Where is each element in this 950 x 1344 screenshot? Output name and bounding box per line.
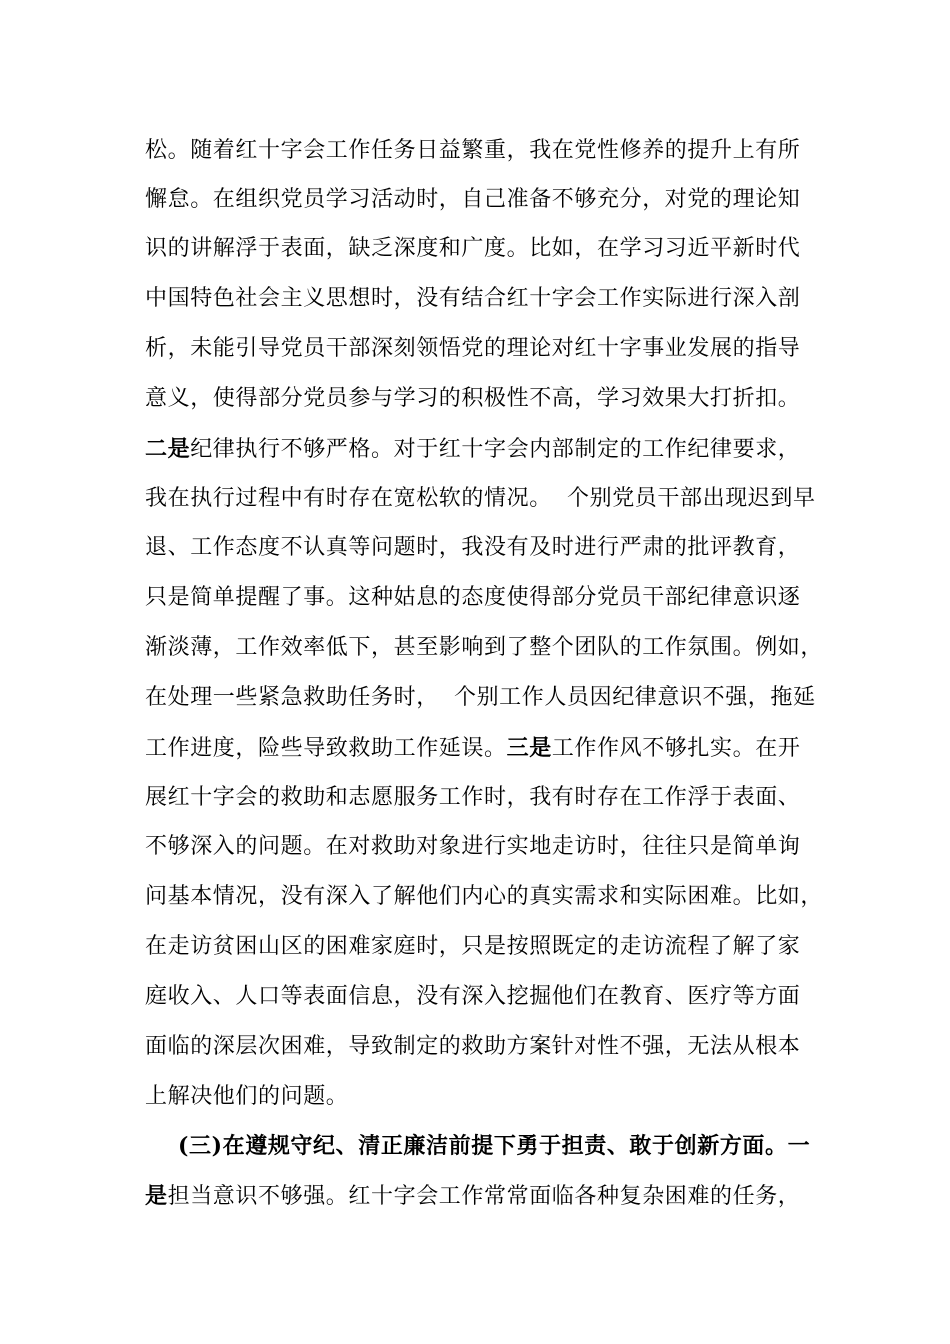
- text-line: 渐淡薄，工作效率低下，甚至影响到了整个团队的工作氛围。例如，: [145, 635, 824, 660]
- section-heading-line: [178, 1131, 810, 1161]
- text-line: 庭收入、人口等表面信息，没有深入挖掘他们在教育、医疗等方面: [145, 984, 801, 1009]
- text-line: 析，未能引导党员干部深刻领悟党的理论对红十字事业发展的指导: [145, 336, 801, 361]
- text-line: 退、工作态度不认真等问题时，我没有及时进行严肃的批评教育，: [145, 535, 801, 560]
- text-line: 展红十字会的救助和志愿服务工作时，我有时存在工作浮于表面、: [145, 785, 801, 810]
- text-line: 面临的深层次困难，导致制定的救助方案针对性不强，无法从根本: [145, 1034, 801, 1059]
- text-line: 上解决他们的问题。: [145, 1084, 349, 1109]
- text-line: 在处理一些紧急救助任务时， 个别工作人员因纪律意识不强，拖延: [145, 685, 816, 710]
- text-line: 识的讲解浮于表面，缺乏深度和广度。比如，在学习习近平新时代: [145, 236, 801, 261]
- text-line: 是担当意识不够强。红十字会工作常常面临各种复杂困难的任务，: [145, 1183, 801, 1209]
- text-line: 工作进度，险些导致救助工作延误。三是工作作风不够扎实。在开: [145, 735, 801, 761]
- text-line: 松。随着红十字会工作任务日益繁重，我在党性修养的提升上有所: [145, 138, 801, 163]
- text-line: 在走访贫困山区的困难家庭时，只是按照既定的走访流程了解了家: [145, 934, 801, 959]
- bold-run: 是: [145, 1183, 168, 1209]
- text-line: 不够深入的问题。在对救助对象进行实地走访时，往往只是简单询: [145, 834, 801, 859]
- text-line: 意义，使得部分党员参与学习的积极性不高，学习效果大打折扣。: [145, 386, 801, 411]
- text-line: 二是纪律执行不够严格。对于红十字会内部制定的工作纪律要求，: [145, 436, 801, 462]
- text-line: 只是简单提醒了事。这种姑息的态度使得部分党员干部纪律意识逐: [145, 585, 801, 610]
- text-line: 我在执行过程中有时存在宽松软的情况。 个别党员干部出现迟到早: [145, 486, 816, 511]
- text-line: 懈怠。在组织党员学习活动时，自己准备不够充分，对党的理论知: [145, 187, 801, 212]
- bold-run: (三)在遵规守纪、清正廉洁前提下勇于担责、敢于创新方面。一: [178, 1133, 811, 1159]
- text-line: 问基本情况，没有深入了解他们内心的真实需求和实际困难。比如，: [145, 884, 824, 909]
- bold-run: 二是: [145, 436, 191, 462]
- bold-run: 三是: [506, 735, 552, 761]
- text-line: 中国特色社会主义思想时，没有结合红十字会工作实际进行深入剖: [145, 286, 801, 311]
